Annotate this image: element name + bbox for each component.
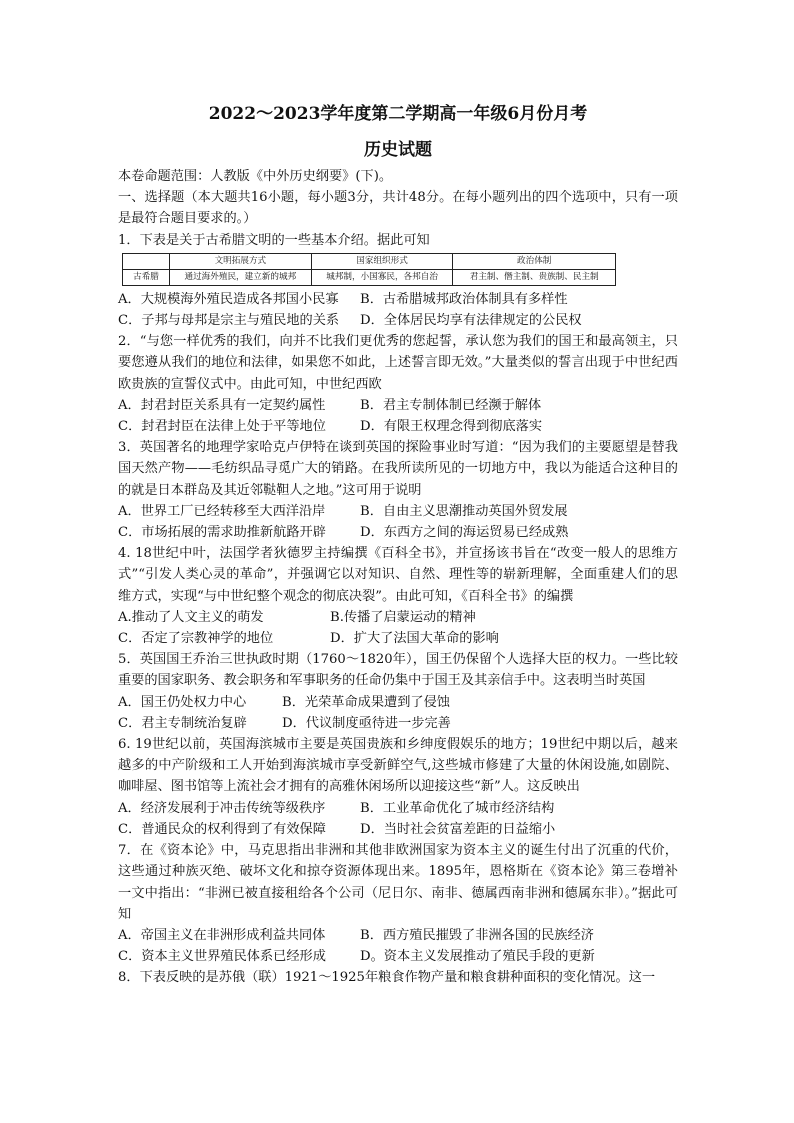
- table-header-cell: 国家组织形式: [311, 253, 453, 269]
- table-header-row: [123, 253, 616, 269]
- options-row: [118, 946, 678, 967]
- options-row: [118, 692, 678, 713]
- table-cell: 城邦制，小国寡民，各邦自治: [311, 269, 453, 285]
- question-stem: 2．“与您一样优秀的我们，向并不比我们更优秀的您起誓，承认您为我们的国王和最高领主，只要您遵从我们的地位和法律，如果您不如此，上述誓言即无效。”大量类似的誓言出现于中世纪西欧贵族的宣誓仪式中。由此可知，中世纪西欧: [118, 334, 678, 392]
- question-stem: 5．英国国王乔治三世执政时期（1760～1820年），国王仍保留个人选择大臣的权力。一些比较重要的国家职务、教会职务和军事职务的任命仍集中于国王及其亲信手中。这表明当时英国: [118, 652, 678, 689]
- options-row: [118, 310, 678, 331]
- options-row: [118, 798, 678, 819]
- option-d[interactable]: D．代议制度亟待进一步完善: [282, 715, 451, 731]
- section-one-instructions: 一、选择题（本大题共16小题，每小题3分，共计48分。在每小题列出的四个选项中，只有一项是最符合题目要求的。）: [118, 190, 678, 227]
- option-c[interactable]: C．市场拓展的需求助推新航路开辟: [118, 525, 326, 541]
- option-d[interactable]: D．扩大了法国大革命的影响: [330, 631, 499, 647]
- options-row: [118, 289, 678, 310]
- options-row: [118, 522, 678, 543]
- table-header-cell: 政治体制: [453, 253, 616, 269]
- options-row: [118, 713, 678, 734]
- option-a[interactable]: A．国王仍处权力中心: [118, 694, 247, 710]
- table-header-cell: 文明拓展方式: [170, 253, 312, 269]
- question-stem: 4. 18世纪中叶，法国学者狄德罗主持编撰《百科全书》，并宣扬该书旨在“改变一般人的思维方式”“引发人类心灵的革命”，并强调它以对知识、自然、理性等的崭新理解，全面重建人们的思维方式，实现“与中世纪整个观念的彻底决裂”。由此可知，《百科全书》的编撰: [118, 546, 678, 604]
- option-a[interactable]: A．大规模海外殖民造成各邦国小民寡: [118, 291, 339, 307]
- subject-title: 历史试题: [364, 140, 432, 160]
- option-b[interactable]: B．工业革命优化了城市经济结构: [360, 800, 555, 816]
- option-b[interactable]: B．西方殖民摧毁了非洲各国的民族经济: [360, 927, 594, 943]
- option-d[interactable]: D．有限王权理念得到彻底落实: [360, 419, 543, 435]
- options-row: [118, 819, 678, 840]
- option-a[interactable]: A.推动了人文主义的萌发: [118, 609, 264, 625]
- option-a[interactable]: A．帝国主义在非洲形成利益共同体: [118, 927, 326, 943]
- option-b[interactable]: B．君主专制体制已经濒于解体: [360, 397, 542, 413]
- greek-civilization-table: [122, 253, 616, 286]
- question-stem: 8．下表反映的是苏俄（联）1921～1925年粮食作物产量和粮食耕种面积的变化情况。这一: [118, 970, 656, 986]
- table-cell: 通过海外殖民，建立新的城邦: [170, 269, 312, 285]
- options-row: [118, 501, 678, 522]
- options-row: [118, 416, 678, 437]
- option-c[interactable]: C．资本主义世界殖民体系已经形成: [118, 949, 326, 965]
- option-d[interactable]: D．全体居民均享有法律规定的公民权: [360, 313, 582, 329]
- question-stem: 6. 19世纪以前，英国海滨城市主要是英国贵族和乡绅度假娱乐的地方；19世纪中期以后，越来越多的中产阶级和工人开始到海滨城市享受新鲜空气,这些城市修建了大量的休闲设施,如剧院、咖啡屋、图书馆等上流社会才拥有的高雅休闲场所以迎接这些“新”人。这反映出: [118, 737, 678, 795]
- table-header-cell: [123, 253, 170, 269]
- option-c[interactable]: C．封君封臣在法律上处于平等地位: [118, 419, 326, 435]
- options-row: [118, 395, 678, 416]
- option-a[interactable]: A．封君封臣关系具有一定契约属性: [118, 397, 326, 413]
- option-c[interactable]: C．子邦与母邦是宗主与殖民地的关系: [118, 313, 340, 329]
- option-c[interactable]: C．否定了宗教神学的地位: [118, 631, 274, 647]
- question-stem: 1．下表是关于古希腊文明的一些基本介绍。据此可知: [118, 232, 430, 248]
- exam-page: [118, 102, 678, 989]
- option-c[interactable]: C．普通民众的权利得到了有效保障: [118, 821, 326, 837]
- exam-title: 2022～2023学年度第二学期高一年级6月份月考: [208, 104, 588, 124]
- option-d[interactable]: D．东西方之间的海运贸易已经成熟: [360, 525, 569, 541]
- table-row: [123, 269, 616, 285]
- option-b[interactable]: B.传播了启蒙运动的精神: [330, 609, 476, 625]
- option-d[interactable]: D．当时社会贫富差距的日益缩小: [360, 821, 556, 837]
- option-b[interactable]: B．自由主义思潮推动英国外贸发展: [360, 503, 568, 519]
- option-a[interactable]: A．世界工厂已经转移至大西洋沿岸: [118, 503, 326, 519]
- options-row: [118, 925, 678, 946]
- question-stem: 7．在《资本论》中，马克思指出非洲和其他非欧洲国家为资本主义的诞生付出了沉重的代价，这些通过种族灭绝、破坏文化和掠夺资源体现出来。1895年，恩格斯在《资本论》第三卷增补一文中指出：“非洲已被直接租给各个公司（尼日尔、南非、德属西南非洲和德属东非）。”据此可知: [118, 843, 678, 922]
- exam-scope: 本卷命题范围：人教版《中外历史纲要》(下)。: [118, 169, 393, 184]
- table-cell: 君主制、僭主制、贵族制、民主制: [453, 269, 616, 285]
- options-row: [118, 628, 678, 649]
- option-d[interactable]: D。资本主义发展推动了殖民手段的更新: [360, 949, 595, 965]
- option-c[interactable]: C．君主专制统治复辟: [118, 715, 247, 731]
- table-cell: 古希腊: [123, 269, 170, 285]
- option-b[interactable]: B．古希腊城邦政治体制具有多样性: [360, 291, 568, 307]
- option-a[interactable]: A．经济发展利于冲击传统等级秩序: [118, 800, 326, 816]
- question-stem: 3．英国著名的地理学家哈克卢伊特在谈到英国的探险事业时写道：“因为我们的主要愿望是替我国天然产物——毛纺织品寻觅广大的销路。在我所读所见的一切地方中，我以为能适合这种目的的就是日本群岛及其近邻鞑靼人之地。”这可用于说明: [118, 440, 678, 498]
- option-b[interactable]: B．光荣革命成果遭到了侵蚀: [282, 694, 450, 710]
- options-row: [118, 607, 678, 628]
